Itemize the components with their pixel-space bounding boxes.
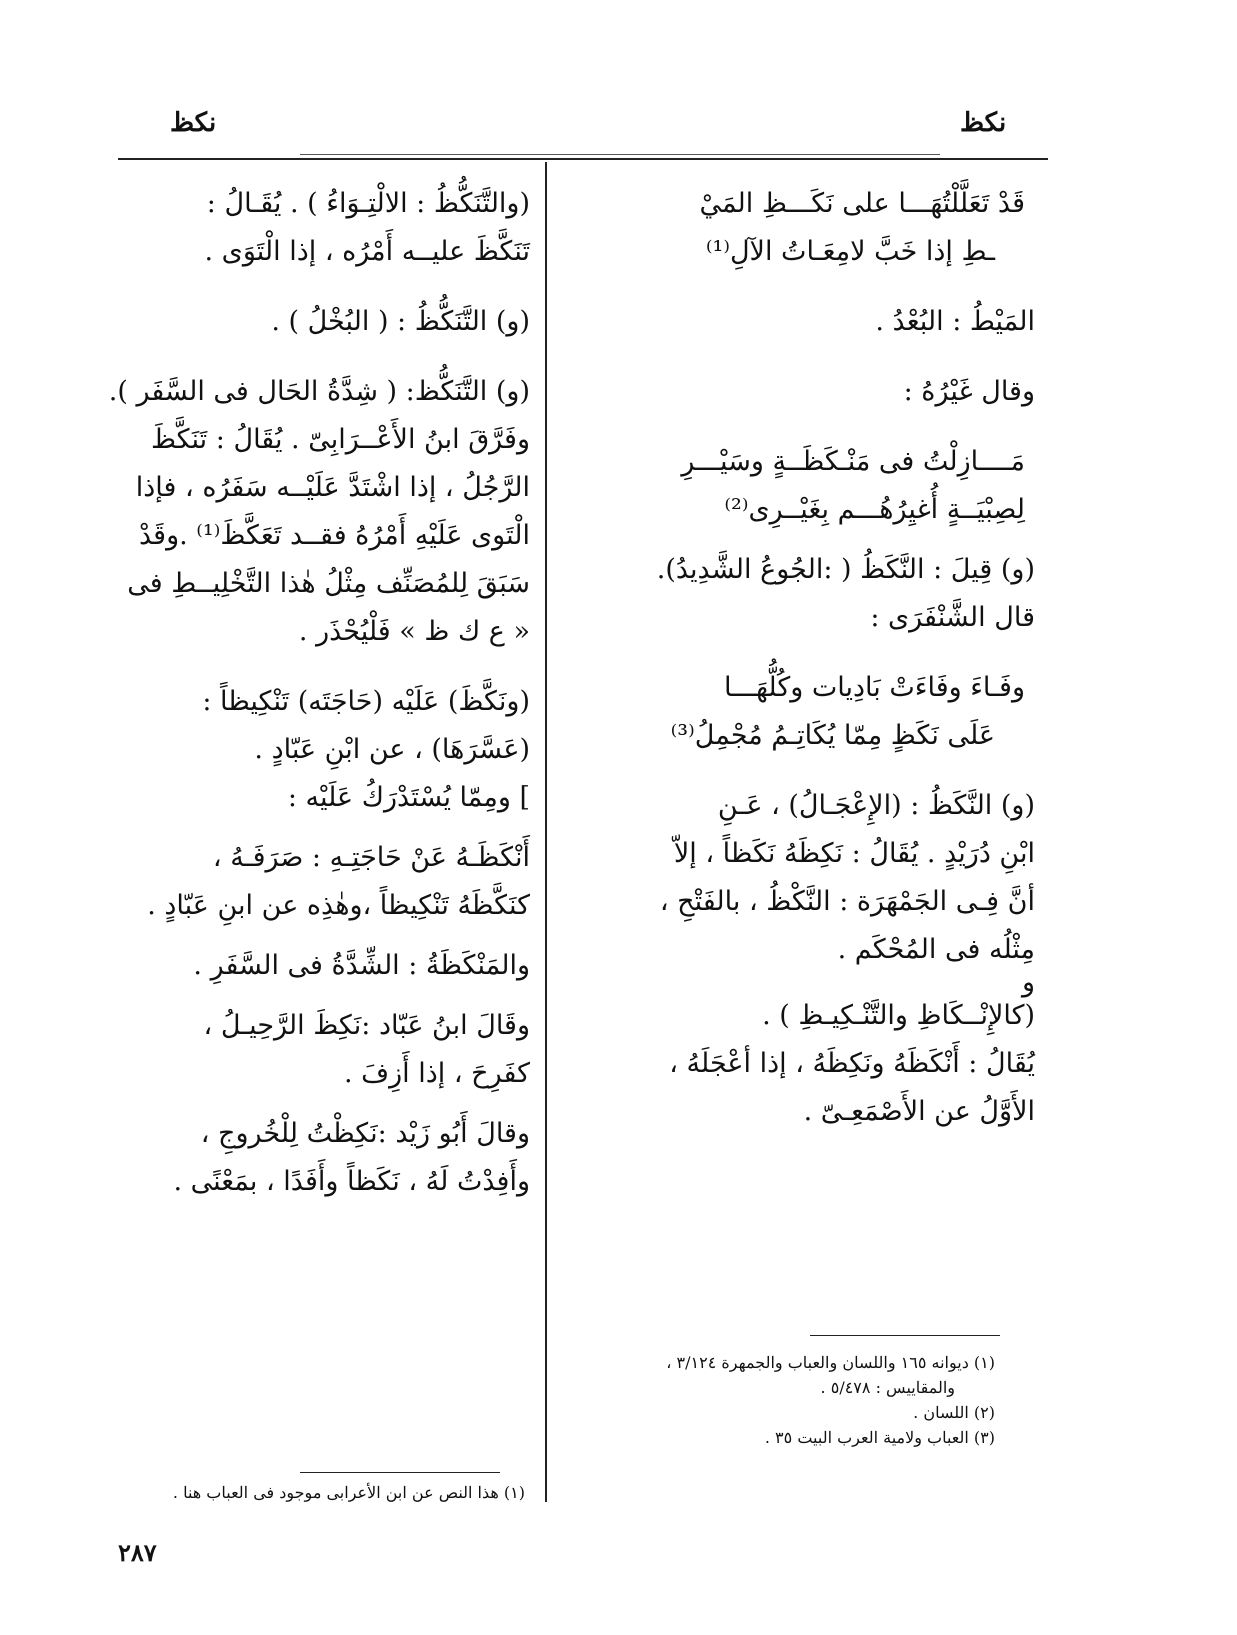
right-column [585,180,1035,1136]
text-line: كنَكَّظَهُ تَنْكِيظاً ،وهٰذِه عن ابنِ عَبّادٍ . [147,890,530,921]
left-column [90,180,530,1206]
text-line: أنَّ فِـى الجَمْهَرَة : النَّكْظُ ، بالفَتْحِ ، [659,886,1035,917]
verse-line: ـطِ إذا خَبَّ لامِعَـاتُ الآلِ⁽¹⁾ [705,236,995,267]
column-divider [545,162,547,1502]
text-line: يُقَالُ : أَنْكَظَهُ ونَكِظَهُ ، إذا أعْجَلَهُ ، [669,1048,1035,1079]
footnote-item: (١) هذا النص عن ابن الأعرابى موجود فى العباب هنا . [172,1483,525,1502]
verse-line: مَــــازِلْتُ فى مَنْـكَظَــةٍ وسَيْـــرِ [681,446,1025,477]
text-line: ] ومِمّا يُسْتَدْرَكُ عَلَيْه : [287,782,530,813]
footnote-item: (٣) العباب ولامية العرب البيت ٣٥ . [764,1428,995,1447]
header-rule [118,158,1048,160]
text-line: (و) التَّنَكُّظُ : ( البُخْلُ ) . [271,306,530,337]
text-line: الرَّجُلُ ، إذا اشْتَدَّ عَلَيْــه سَفَرُه ، فإذا [135,472,530,503]
text-line: مِثْلُه فى المُحْكَم . [837,934,1035,965]
text-line: وفَرَّقَ ابنُ الأَعْــرَابِىّ . يُقَالُ : تَنَكَّظَ [150,424,530,455]
text-line: (و) قِيلَ : النَّكَظُ ( :الجُوعُ الشَّدِيدُ). [656,554,1035,585]
text-line: (و) النَّكَظُ : (الإِعْجَـالُ) ، عَـنِ [717,790,1035,821]
text-line: وقَالَ ابنُ عَبّاد :نَكِظَ الرَّحِيـلُ ، [203,1010,530,1041]
verse-line: لِصِبْيَــةٍ أُغيِرُهُـــم بِغَيْــرِى⁽²⁾ [724,494,1025,525]
text-line: (والتَّنَكُّظُ : الالْتِـوَاءُ ) . يُقَـالُ : [206,188,530,219]
text-line: قال الشَّنْفَرَى : [870,602,1035,633]
text-line: ابْنِ دُرَيْدٍ . يُقَالُ : نَكِظَهُ نَكَظاً ، إلاّ [673,838,1035,869]
footnotes-right [575,1350,995,1450]
header-rule-thin [300,154,940,155]
text-line: كفَرِحَ ، إذا أَزِفَ . [343,1058,530,1089]
text-line: تَنَكَّظَ عليــه أَمْرُه ، إذا الْتَوَى . [204,236,530,267]
text-line: (و) التَّنَكُّظ: ( شِدَّةُ الحَال فى السَّفَر ). [108,376,530,407]
page-number: ٢٨٧ [118,1538,157,1567]
text-line: و [1021,967,1035,998]
verse-line: وفَـاءَ وفَاءَتْ بَادِيات وكُلُّهَـــا [724,672,1025,703]
verse-line: عَلَى نَكَظٍ مِمّا يُكَاتِـمُ مُجْمِلُ⁽³⁾ [670,720,995,751]
text-line: وأَفِدْتُ لَهُ ، نَكَظاً وأَفَدًا ، بمَعْنًى . [173,1166,530,1197]
text-line: « ع ك ظ » فَلْيُحْذَر . [298,616,530,647]
text-line: (ونَكَّظَ) عَلَيْه (حَاجَتَه) تَنْكِيظاً : [202,686,530,717]
footnote-rule-left [300,1472,500,1473]
text-line: وقال غَيْرُهُ : [903,376,1035,407]
verse-line: قَدْ تَعَلَّلْتُهَـــا على نَكَـــظِ المَيْ [699,188,1025,219]
text-line: أَنْكَظَـهُ عَنْ حَاجَتِـهِ : صَرَفَـهُ ، [212,842,530,873]
running-head-right: نكظ [960,108,1007,138]
text-line: (كالإِنْــكَاظِ والتَّنْـكِيـظِ ) . [762,1000,1035,1031]
text-line: (عَسَّرَهَا) ، عن ابْنِ عَبّادٍ . [254,734,530,765]
text-line: والمَنْكَظَةُ : الشِّدَّةُ فى السَّفَرِ . [193,950,530,981]
text-line: سَبَقَ لِلمُصَنِّف مِثْلُ هٰذا التَّخْلِيــطِ فى [127,568,530,599]
footnote-item: (٢) اللسان . [913,1403,995,1422]
text-line: المَيْطُ : البُعْدُ . [875,306,1035,337]
footnotes-left [95,1480,525,1505]
text-line: الْتَوى عَلَيْهِ أَمْرُهُ فقــد تَعَكَّظَ⁽¹⁾ .وقَدْ [139,520,530,551]
text-line: الأَوَّلُ عن الأَصْمَعِـىّ . [803,1096,1035,1127]
text-line: وقالَ أَبُو زَيْد :نَكِظْتُ لِلْخُروجِ ، [200,1118,530,1149]
footnote-rule-right [810,1335,1000,1336]
running-head-left: نكظ [170,108,217,138]
footnote-item: والمقاييس : ٥/٤٧٨ . [820,1378,955,1397]
footnote-item: (١) ديوانه ١٦٥ واللسان والعباب والجمهرة ٣/١٢٤ ، [666,1353,995,1372]
